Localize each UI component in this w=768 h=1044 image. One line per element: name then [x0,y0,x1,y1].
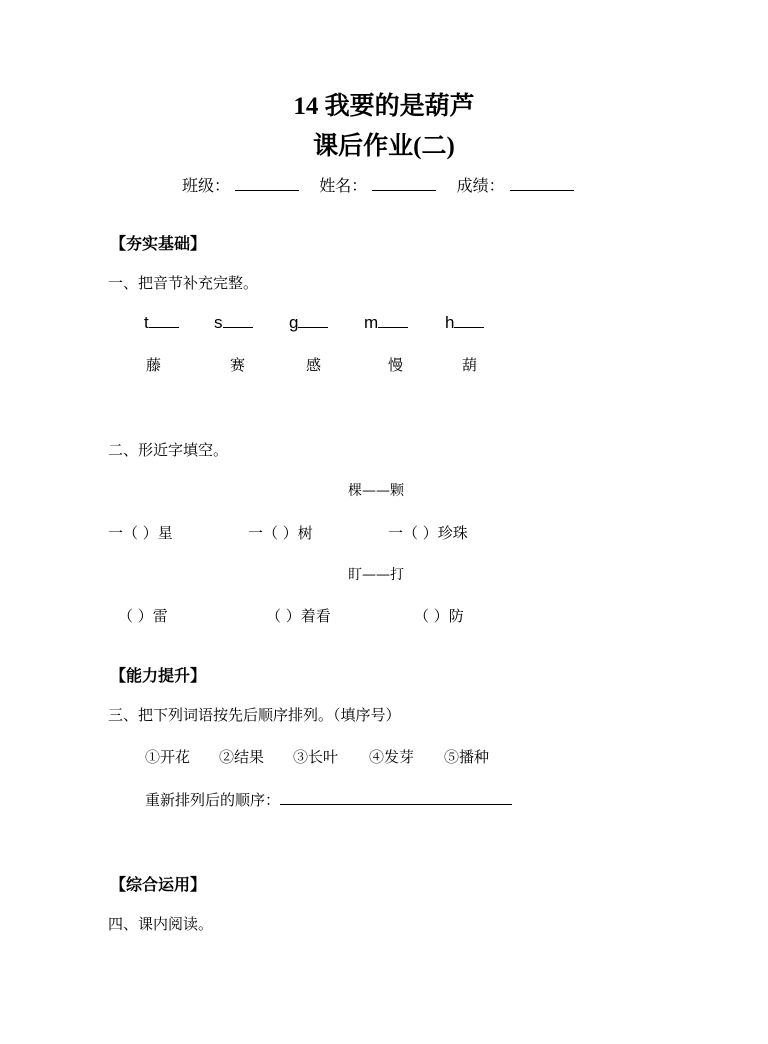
order-answer-blank[interactable] [280,789,512,805]
order-item-4: ④发芽 [369,748,415,766]
order-item-2: ②结果 [219,748,265,766]
order-item-5: ⑤播种 [444,748,490,766]
fill-blank-item[interactable]: 一（ ）珍珠 [388,524,468,542]
section-heading-ability: 【能力提升】 [110,666,207,685]
order-answer-row [145,789,512,810]
pinyin-char-2: 赛 [230,356,246,374]
question-3-prompt: 三、把下列词语按先后顺序排列。（填序号） [108,706,401,724]
pinyin-blank[interactable] [149,313,179,328]
fill-blank-item[interactable]: （ ）防 [414,607,464,625]
question-4-prompt: 四、课内阅读。 [108,915,214,933]
question-2-prompt: 二、形近字填空。 [108,441,229,459]
section-heading-basics: 【夯实基础】 [110,234,207,253]
pinyin-item-1: t [144,313,179,333]
pinyin-item-2: s [214,313,253,333]
question-1-prompt: 一、把音节补充完整。 [108,274,259,292]
char-pair-1: 棵——颗 [348,483,404,499]
student-info-row [182,173,574,196]
pinyin-item-3: g [289,313,328,333]
name-blank[interactable] [372,176,436,191]
page-title: 14 我要的是葫芦 [293,93,475,120]
section-heading-comprehensive: 【综合运用】 [110,875,207,894]
pinyin-char-3: 感 [306,356,322,374]
order-item-3: ③长叶 [293,748,339,766]
char-pair-2: 盯——打 [348,567,404,583]
pinyin-item-4: m [364,313,408,333]
pinyin-blank[interactable] [454,313,484,328]
pinyin-char-1: 藤 [146,356,162,374]
name-label: 姓名： [319,176,368,195]
pinyin-char-5: 葫 [462,356,478,374]
fill-blank-item[interactable]: 一（ ）星 [108,524,173,542]
pinyin-item-5: h [445,313,484,333]
fill-blank-item[interactable]: （ ）雷 [118,607,168,625]
class-label: 班级： [182,176,231,195]
fill-blank-item[interactable]: （ ）着看 [266,607,331,625]
pinyin-char-4: 慢 [388,356,404,374]
order-answer-label: 重新排列后的顺序： [145,791,281,809]
pinyin-blank[interactable] [298,313,328,328]
pinyin-blank[interactable] [378,313,408,328]
page-subtitle: 课后作业(二) [313,133,455,160]
score-blank[interactable] [510,176,574,191]
pinyin-blank[interactable] [223,313,253,328]
order-item-1: ①开花 [145,748,191,766]
class-blank[interactable] [235,176,299,191]
fill-blank-item[interactable]: 一（ ）树 [248,524,313,542]
score-label: 成绩： [456,176,505,195]
